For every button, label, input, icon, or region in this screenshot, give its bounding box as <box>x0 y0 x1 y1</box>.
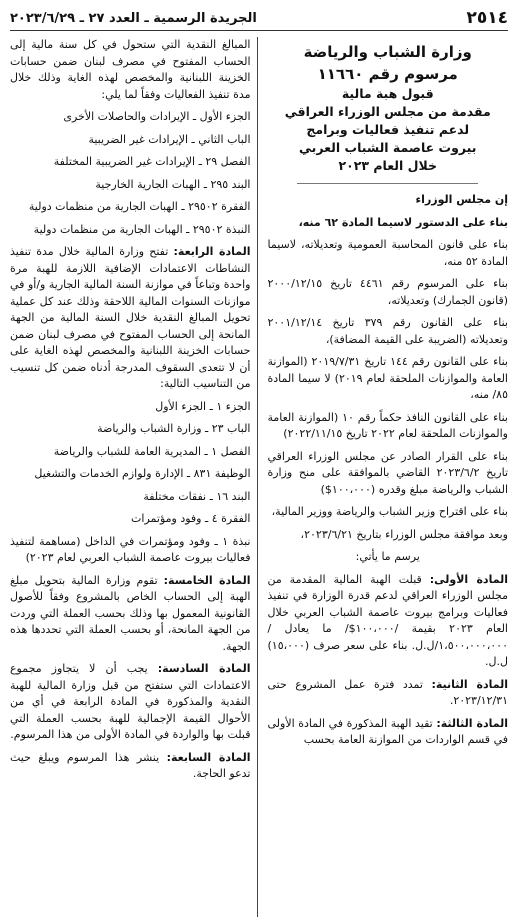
continuation-paragraph: المبالغ النقدية التي ستحول في كل سنة مالية إلى الحساب المفتوح في مصرف لبنان ضمن حسابات الخزينة اللبنانية والمخصص لهذه الغاية وذلك خلال مدة تنفيذ الفعاليات وفقاً لما يلي: <box>10 38 251 101</box>
decree-subject-5: خلال العام ٢٠٢٣ <box>338 158 437 173</box>
article-label: المادة الخامسة: <box>163 573 251 587</box>
article-text: تمدد فترة عمل المشروع حتى ٢٠٢٣/١٢/٣١. <box>267 677 508 707</box>
budget-line: نبذة ١ ـ وفود ومؤتمرات في الداخل (مساهمة لتنفيذ فعاليات بيروت عاصمة الشباب العربي لعام ٢٠٢٣) <box>10 534 251 564</box>
preamble-paragraph: بناء على القانون النافذ حكماً رقم ١٠ (الموازنة العامة والموازنات الملحقة لعام ٢٠٢٢ تاريخ ٢٠٢٢/١١/١٥) <box>267 410 508 440</box>
heading-divider <box>297 183 478 184</box>
article-text: قبلت الهبة المالية المقدمة من مجلس الوزراء العراقي لدعم قدرة الوزارة في تنفيذ فعاليات وبرامج بيروت عاصمة الشباب العربي خلال العام ٢٠٢٣ بقيمة /١٠٠،٠٠٠$/ ما يعادل /١،٥٠٠،٠٠٠،٠٠٠/ل.ل. بناء على سعر صرف (١٥،٠٠٠) ل.ل. <box>267 572 508 668</box>
budget-line: النبذة ٢٩٥٠٢ ـ الهبات الجارية من منظمات دولية <box>33 222 251 236</box>
article-text: تقيد الهبة المذكورة في المادة الأولى في قسم الواردات من الموازنة العامة بحسب <box>267 716 508 746</box>
preamble-paragraph: بناء على القانون رقم ١٤٤ تاريخ ٢٠١٩/٧/٣١ (الموازنة العامة والموازنات الملحقة لعام ٢٠١٩) لا سيما المادة ٨٥/ منه، <box>267 355 508 401</box>
article-3 <box>267 716 508 749</box>
two-column-body <box>10 37 508 917</box>
page-header <box>10 6 508 31</box>
budget-line: الفصل ٢٩ ـ الإيرادات غير الضريبية المختلفة <box>53 155 251 168</box>
article-text: ينشر هذا المرسوم ويبلغ حيث تدعو الحاجة. <box>10 750 251 780</box>
article-4 <box>10 244 251 393</box>
budget-line: الوظيفة ٨٣١ ـ الإدارة ولوازم الخدمات والتشغيل <box>34 467 251 480</box>
column-divider <box>257 37 258 917</box>
preamble-paragraph: بناء على القرار الصادر عن مجلس الوزراء العراقي تاريخ ٢٠٢٣/٦/٢ القاضي بالموافقة على منح وزارة الشباب والرياضة مبلغ وقدره (١٠٠،٠٠٠$) <box>267 449 508 496</box>
article-label: المادة السابعة: <box>166 750 251 764</box>
preamble-constitution: بناء على الدستور لاسيما المادة ٦٢ منه، <box>298 215 508 229</box>
article-label: المادة الثالثة: <box>436 716 508 730</box>
article-label: المادة الثانية: <box>431 677 508 691</box>
decree-number: مرسوم رقم ١١٦٦٠ <box>317 65 458 83</box>
decree-heading <box>267 41 508 175</box>
article-2 <box>267 677 508 710</box>
preamble-title: إن مجلس الوزراء <box>415 193 508 206</box>
decree-subject-1: قبول هبة مالية <box>341 86 434 101</box>
article-label: المادة الأولى: <box>429 572 508 586</box>
budget-line: الباب ٢٣ ـ وزارة الشباب والرياضة <box>97 422 251 435</box>
decree-subject-3: لدعم تنفيذ فعاليات وبرامج <box>306 122 470 137</box>
article-7 <box>10 750 251 783</box>
article-1 <box>267 572 508 671</box>
preamble-paragraph: وبعد موافقة مجلس الوزراء بتاريخ ٢٠٢٣/٦/٢١، <box>300 527 508 541</box>
article-label: المادة الرابعة: <box>173 245 251 258</box>
decree-line: يرسم ما يأتي: <box>355 550 420 563</box>
budget-line: الباب الثاني ـ الإيرادات غير الضريبية <box>88 132 251 146</box>
decree-subject-2: مقدمة من مجلس الوزراء العراقي <box>284 104 491 119</box>
budget-line: البند ٢٩٥ ـ الهبات الجارية الخارجية <box>95 177 251 191</box>
preamble-paragraph: بناء على القانون رقم ٣٧٩ تاريخ ٢٠٠١/١٢/١٤ وتعديلاته (الضريبة على القيمة المضافة)، <box>267 316 508 346</box>
budget-line: البند ١٦ ـ نفقات مختلفة <box>143 489 251 503</box>
budget-line: الفقرة ٢٩٥٠٢ ـ الهبات الجارية من منظمات دولية <box>28 200 251 213</box>
budget-line: الجزء الأول ـ الإيرادات والحاصلات الأخرى <box>63 110 251 123</box>
article-text: تفتح وزارة المالية خلال مدة تنفيذ النشاطات الاعتمادات الإضافية اللازمة للهبة مرة واحدة وتباعاً في موازنة السنة المالية الجارية و/أو في موازنات السنوات المالية اللاحقة وذلك عند كل عملية تحويل المبالغ النقدية خلال السنة المالية من الجهة المانحة إلى الحساب المفتوح في مصرف لبنان ضمن حسابات الخزينة اللبنانية والمخصص لهذه الغاية على أن لا تتعدى السقوف المدرجة أدناه ضمن كل تنسيب من التناسيب التالية: <box>10 245 251 390</box>
page-number: ٢٥١٤ <box>466 8 508 28</box>
article-5 <box>10 573 251 656</box>
preamble-paragraph: بناء على اقتراح وزير الشباب والرياضة ووزير المالية، <box>271 505 508 518</box>
gazette-title: الجريدة الرسمية ـ العدد ٢٧ ـ ٢٠٢٣/٦/٢٩ <box>10 10 257 26</box>
budget-line: الفقرة ٤ ـ وفود ومؤتمرات <box>131 512 251 525</box>
preamble-paragraph: بناء على المرسوم رقم ٤٤٦١ تاريخ ٢٠٠٠/١٢/١٥ (قانون الجمارك) وتعديلاته، <box>267 277 508 307</box>
right-column <box>261 37 508 917</box>
left-column <box>10 37 253 917</box>
article-text: تقوم وزارة المالية بتحويل مبلغ الهبة إلى الحساب الخاص بالمشروع وفقاً للأصول القانونية المعمول بها وذلك بحسب العملة التي وردت من الجهة المانحة، أو بحسب العملة التي تحددها هذه الجهة. <box>10 573 251 653</box>
preamble-paragraph: بناء على قانون المحاسبة العمومية وتعديلاته، لاسيما المادة ٥٢ منه، <box>267 238 508 268</box>
decree-subject-4: بيروت عاصمة الشباب العربي <box>299 140 477 155</box>
article-text: يجب أن لا يتجاوز مجموع الاعتمادات التي ستفتح من قبل وزارة المالية للهبة النقدية والمذكورة في المادة الرابعة في أي من الأحوال القيمة الإجمالية للهبة بحسب العملة التي قبلت بها والواردة في المادة الأولى من هذا المرسوم. <box>10 662 251 741</box>
article-label: المادة السادسة: <box>157 662 251 675</box>
ministry-title: وزارة الشباب والرياضة <box>303 43 472 61</box>
article-6 <box>10 661 251 744</box>
budget-line: الجزء ١ ـ الجزء الأول <box>155 399 251 413</box>
budget-line: الفصل ١ ـ المديرية العامة للشباب والرياضة <box>53 444 251 458</box>
